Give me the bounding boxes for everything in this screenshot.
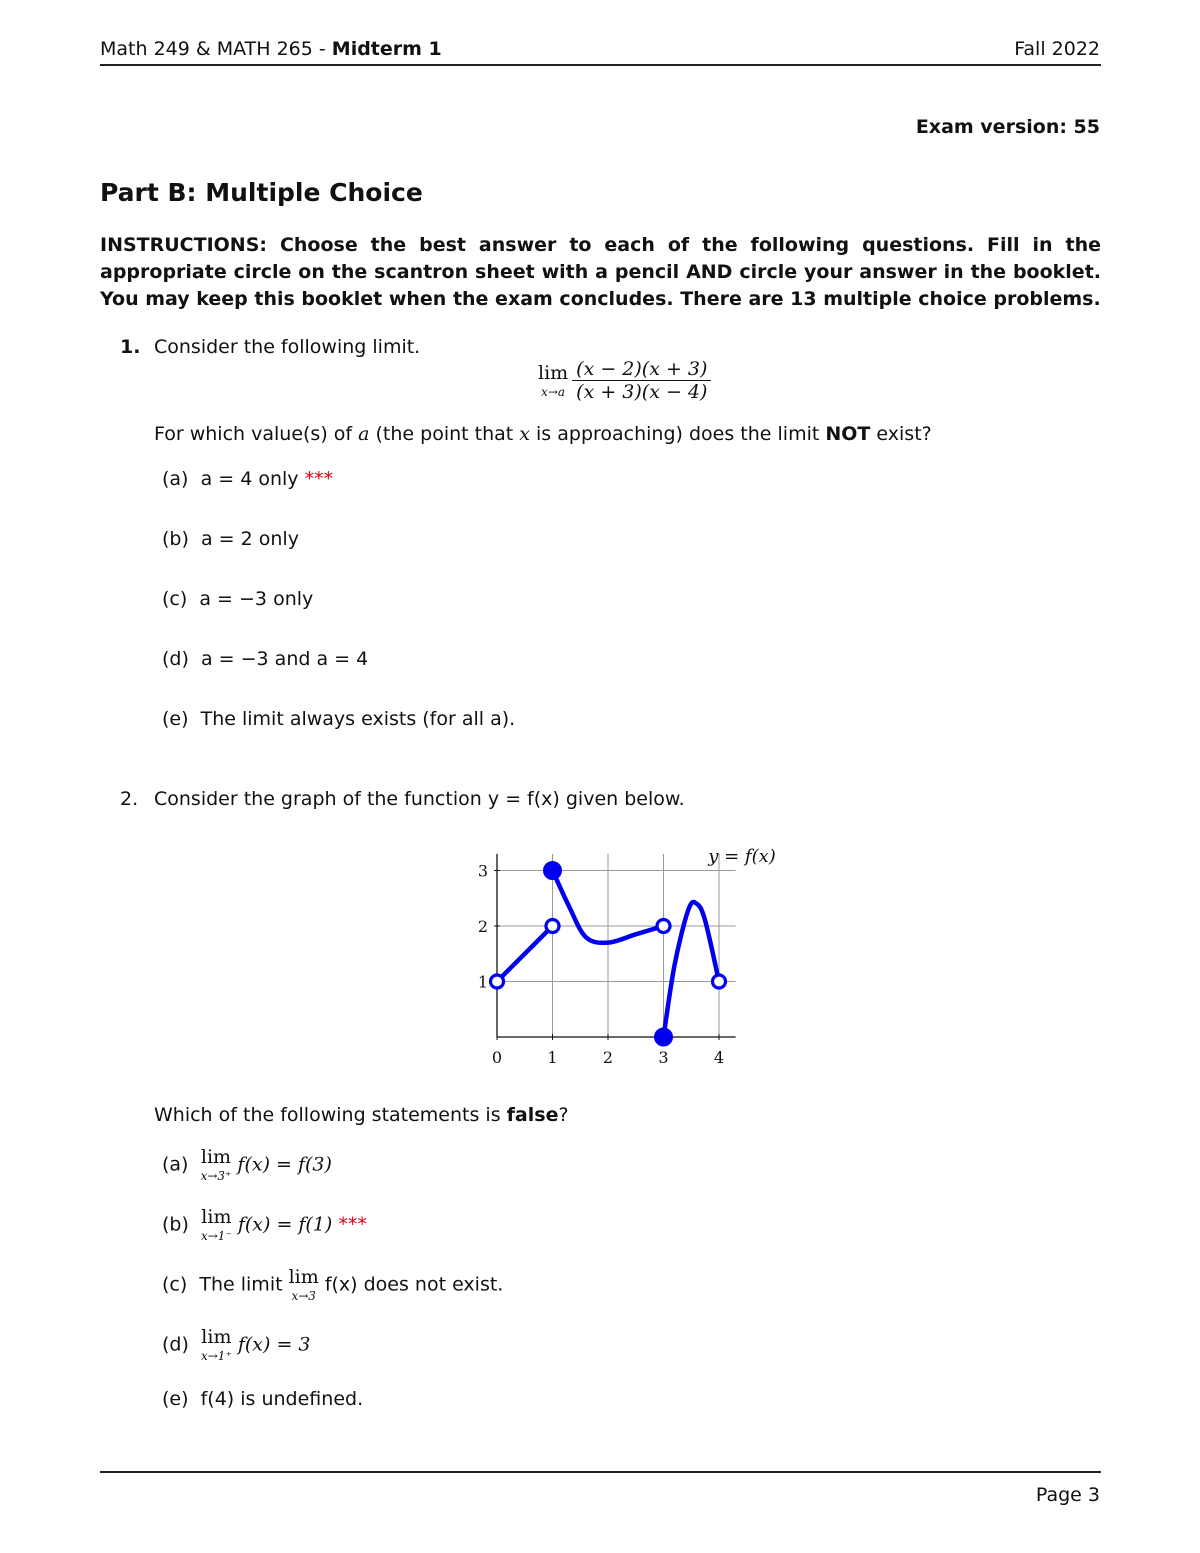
x-tick-label: 0 bbox=[491, 1048, 503, 1067]
q1-choice-c[interactable]: (c) a = −3 only bbox=[162, 588, 314, 610]
instructions-text: Choose the best answer to each of the following questions. Fill in the appropriate circle on the scantron sheet with a pencil AND circle your answer in the booklet. You may keep this booklet when the exam concludes. There are 13 multiple choice problems. bbox=[100, 234, 1101, 310]
open-point bbox=[657, 920, 670, 933]
y-tick-label: 2 bbox=[477, 917, 488, 936]
open-point bbox=[491, 975, 504, 988]
q1-number: 1. bbox=[120, 336, 141, 358]
course-title bbox=[100, 38, 442, 60]
header-rule bbox=[100, 64, 1101, 66]
x-tick-label: 2 bbox=[602, 1048, 614, 1067]
function-graph bbox=[470, 840, 790, 1070]
q1-choice-d[interactable]: (d) a = −3 and a = 4 bbox=[162, 648, 369, 670]
instructions bbox=[100, 232, 1101, 313]
q2-choice-d[interactable]: (d) lim x→1⁺ f(x) = 3 bbox=[162, 1326, 311, 1363]
q2-question: Which of the following statements is false? bbox=[154, 1104, 569, 1126]
y-tick-label: 1 bbox=[477, 972, 488, 992]
q1-question: For which value(s) of a (the point that x is approaching) does the limit NOT exist? bbox=[154, 423, 932, 445]
q1-choice-e[interactable]: (e) The limit always exists (for all a). bbox=[162, 708, 516, 730]
q2-prompt: Consider the graph of the function y = f(x) given below. bbox=[154, 788, 685, 810]
exam-name: Midterm 1 bbox=[331, 38, 442, 60]
exam-version: Exam version: 55 bbox=[915, 116, 1100, 138]
term: Fall 2022 bbox=[1014, 38, 1100, 60]
curve-segment bbox=[664, 902, 720, 1037]
x-tick-label: 4 bbox=[713, 1048, 725, 1067]
curve-segment bbox=[497, 926, 553, 982]
y-tick-label: 3 bbox=[477, 861, 488, 881]
function-label: y = f(x) bbox=[708, 846, 776, 867]
closed-point bbox=[655, 1028, 673, 1046]
course-name: Math 249 & MATH 265 - bbox=[100, 38, 332, 60]
lim-subscript: x→a bbox=[541, 384, 566, 399]
q1-limit-expression bbox=[538, 358, 711, 403]
q2-choice-b[interactable]: (b) lim x→1⁻ f(x) = f(1) *** bbox=[162, 1206, 367, 1243]
answer-mark: *** bbox=[338, 1213, 367, 1236]
x-tick-label: 1 bbox=[547, 1048, 558, 1067]
q2-number: 2. bbox=[120, 788, 139, 810]
q2-choice-c[interactable]: (c) The limit lim x→3 f(x) does not exist. bbox=[162, 1266, 504, 1303]
closed-point bbox=[544, 862, 562, 880]
q2-choice-e[interactable]: (e) f(4) is undefined. bbox=[162, 1388, 364, 1410]
page-number: Page 3 bbox=[1035, 1484, 1100, 1506]
denominator: (x + 3)(x − 4) bbox=[576, 381, 708, 403]
q2-choice-a[interactable]: (a) lim x→3⁺ f(x) = f(3) bbox=[162, 1146, 332, 1183]
q1-choice-b[interactable]: (b) a = 2 only bbox=[162, 528, 299, 550]
section-title: Part B: Multiple Choice bbox=[100, 178, 423, 207]
numerator: (x − 2)(x + 3) bbox=[572, 358, 711, 381]
lim-word: lim bbox=[538, 361, 569, 384]
q1-choice-a[interactable]: (a) a = 4 only *** bbox=[162, 468, 334, 490]
answer-mark: *** bbox=[304, 468, 334, 490]
open-point bbox=[713, 975, 726, 988]
instructions-lead: INSTRUCTIONS: bbox=[100, 234, 267, 256]
footer-rule bbox=[100, 1471, 1101, 1473]
open-point bbox=[546, 920, 559, 933]
q1-prompt: Consider the following limit. bbox=[154, 336, 421, 358]
x-tick-label: 3 bbox=[658, 1048, 669, 1067]
